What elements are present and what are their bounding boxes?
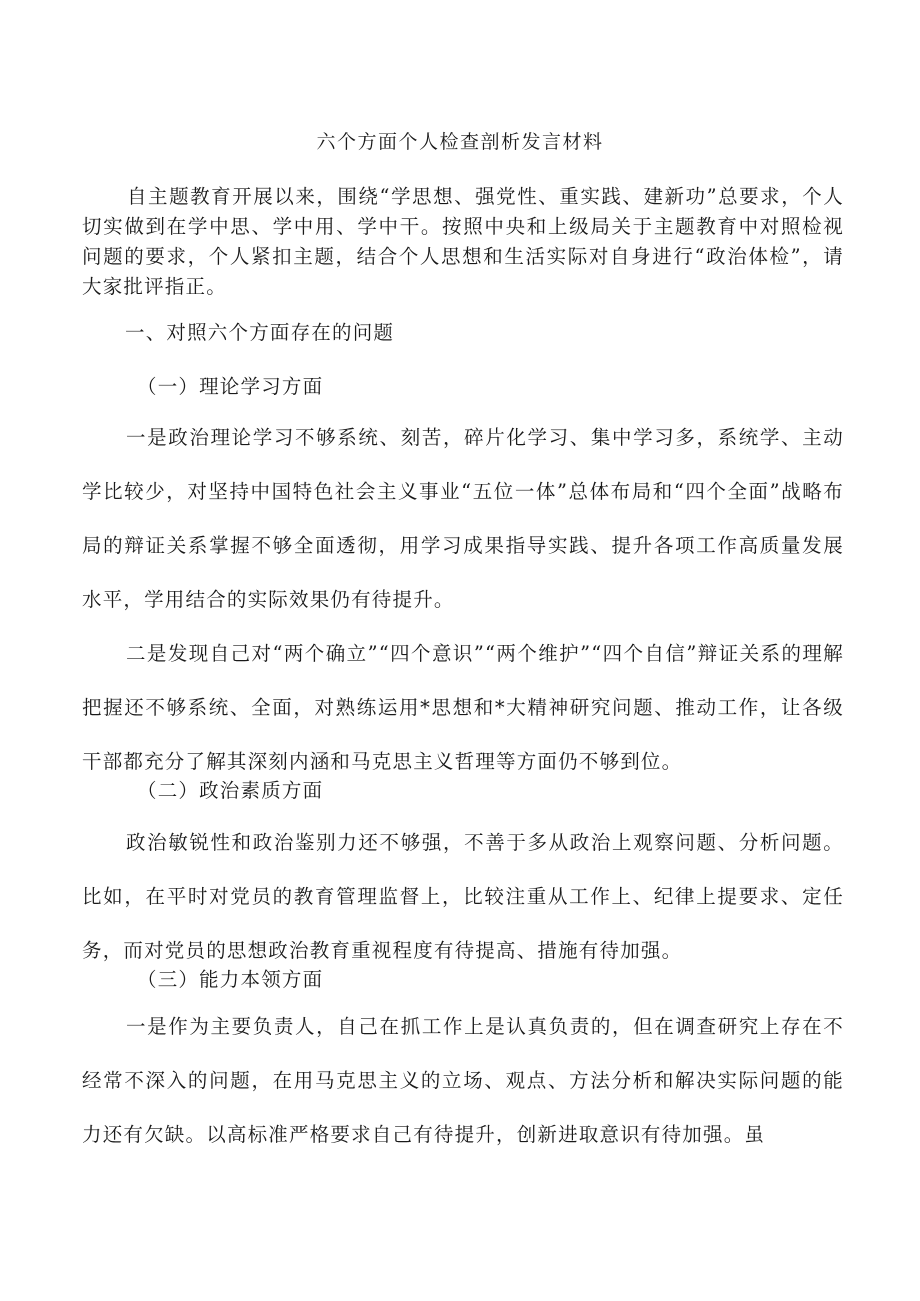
paragraph-ability-1: 一是作为主要负责人，自己在抓工作上是认真负责的，但在调查研究上存在不经常不深入的问题，在用马克思主义的立场、观点、方法分析和解决实际问题的能力还有欠缺。以高标准严格要求自己有待提升，创新进取意识有待加强。虽: [82, 1015, 844, 1146]
paragraph-theory-study-2: 二是发现自己对“两个确立”“四个意识”“两个维护”“四个自信”辩证关系的理解把握还不够系统、全面，对熟练运用*思想和*大精神研究问题、推动工作，让各级干部都充分了解其深刻内涵和马克思主义哲理等方面仍不够到位。: [82, 642, 844, 773]
subheading-political-quality: （二）政治素质方面: [137, 779, 324, 802]
subheading-ability: （三）能力本领方面: [137, 968, 324, 991]
paragraph-political-quality: 政治敏锐性和政治鉴别力还不够强，不善于多从政治上观察问题、分析问题。比如，在平时对党员的教育管理监督上，比较注重从工作上、纪律上提要求、定任务，而对党员的思想政治教育重视程度有待提高、措施有待加强。: [82, 831, 844, 962]
section-heading-problems: 一、对照六个方面存在的问题: [125, 321, 395, 344]
document-title: 六个方面个人检查剖析发言材料: [316, 131, 604, 153]
paragraph-theory-study-1: 一是政治理论学习不够系统、刻苦，碎片化学习、集中学习多，系统学、主动学比较少，对坚持中国特色社会主义事业“五位一体”总体布局和“四个全面”战略布局的辩证关系掌握不够全面透彻，用学习成果指导实践、提升各项工作高质量发展水平，学用结合的实际效果仍有待提升。: [82, 426, 844, 611]
subheading-theory-study: （一）理论学习方面: [137, 375, 324, 398]
intro-paragraph: 自主题教育开展以来，围绕“学思想、强党性、重实践、建新功”总要求，个人切实做到在学中思、学中用、学中干。按照中央和上级局关于主题教育中对照检视问题的要求，个人紧扣主题，结合个人思想和生活实际对自身进行“政治体检”，请大家批评指正。: [82, 185, 844, 298]
